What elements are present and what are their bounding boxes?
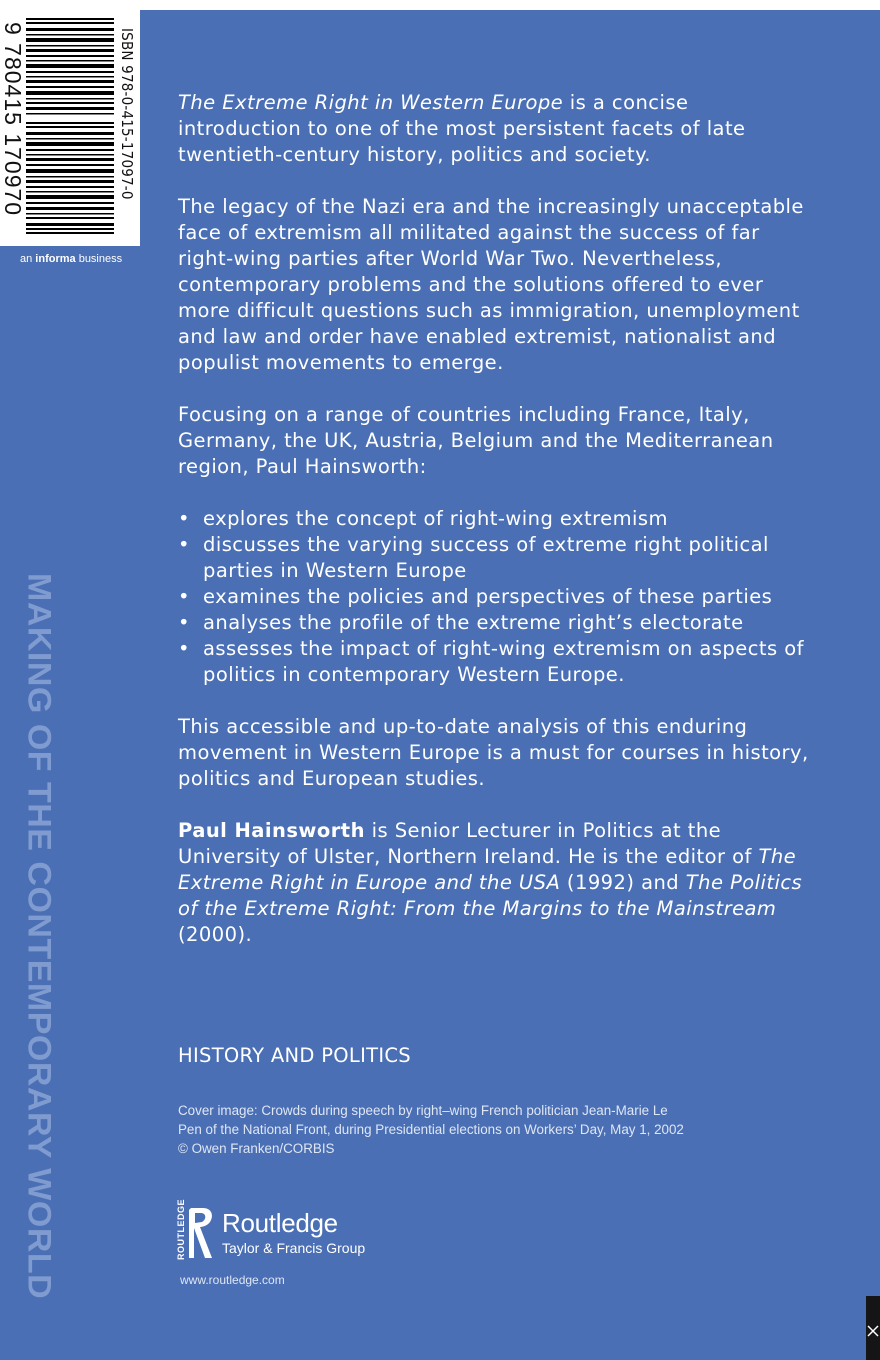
bullet-icon: • (178, 585, 190, 608)
intro-paragraph (178, 90, 818, 168)
accessible-paragraph: This accessible and up-to-date analysis of this enduring movement in Western Europe is a must for courses in history, politics and European studies. (178, 715, 809, 790)
cover-credit-line: Cover image: Crowds during speech by right–wing French politician Jean-Marie Le (178, 1103, 668, 1118)
isbn-digits: 9 780415 170970 (0, 22, 26, 217)
list-item (178, 532, 818, 584)
list-item-text: analyses the profile of the extreme right’s electorate (203, 611, 744, 634)
informa-brand: informa (35, 253, 76, 265)
bullet-icon: • (178, 637, 190, 660)
list-item-text: discusses the varying success of extreme right political parties in Western Europe (203, 533, 769, 582)
cover-credit-line: © Owen Franken/CORBIS (178, 1141, 335, 1156)
informa-suffix: business (75, 253, 123, 265)
list-item (178, 610, 818, 636)
bullet-icon: • (178, 611, 190, 634)
list-item-text: assesses the impact of right-wing extremism on aspects of politics in contemporary Western Europe. (203, 637, 804, 686)
author-bio (178, 818, 818, 948)
list-item-text: explores the concept of right-wing extremism (203, 507, 668, 530)
author-bio-text: (1992) and (560, 871, 686, 894)
routledge-mark-icon (188, 1206, 216, 1260)
logo-subtitle: Taylor & Francis Group (222, 1240, 366, 1256)
logo-name: Routledge (222, 1208, 338, 1238)
intro-text: is a concise introduction to one of the most persistent facets of late twentieth-century history, politics and society. (178, 91, 746, 166)
book-title: The Extreme Right in Europe and the USA (178, 845, 797, 894)
barcode-box (0, 0, 140, 246)
bullet-icon: • (178, 507, 190, 530)
focus-paragraph: Focusing on a range of countries including France, Italy, Germany, the UK, Austria, Belgium and the Mediterranean region, Paul Hainsworth: (178, 403, 774, 478)
subject-category: HISTORY AND POLITICS (178, 1044, 411, 1067)
publisher-logo (176, 1198, 376, 1262)
list-item-text: examines the policies and perspectives of these parties (203, 585, 773, 608)
cover-credit (178, 1101, 798, 1158)
informa-prefix: an (20, 253, 36, 265)
barcode-icon (26, 18, 114, 234)
bullet-icon: • (178, 533, 190, 556)
isbn-label: ISBN 978-0-415-17097-0 (118, 28, 136, 200)
blurb (178, 90, 818, 974)
series-title: MAKING OF THE CONTEMPORARY WORLD (20, 573, 58, 1300)
author-bio-text: is Senior Lecturer in Politics at the University of Ulster, Northern Ireland. He is the editor of (178, 819, 759, 868)
author-bio-text: (2000). (178, 923, 253, 946)
book-title: The Extreme Right in Western Europe (178, 91, 564, 114)
author-name: Paul Hainsworth (178, 819, 365, 842)
cover-credit-line: Pen of the National Front, during Presidential elections on Workers’ Day, May 1, 2002 (178, 1122, 684, 1137)
legacy-paragraph: The legacy of the Nazi era and the increasingly unacceptable face of extremism all militated against the success of far right-wing parties after World War Two. Nevertheless, contemporary problems and the solutions offered to ever more difficult questions such as immigration, unemployment and law and order have enabled extremist, nationalist and populist movements to emerge. (178, 195, 804, 374)
informa-tagline (20, 253, 122, 265)
list-item (178, 506, 818, 532)
bullet-list (178, 506, 818, 688)
book-title: The Politics of the Extreme Right: From the Margins to the Mainstream (178, 871, 803, 920)
list-item (178, 636, 818, 688)
publisher-url: www.routledge.com (180, 1273, 285, 1287)
list-item (178, 584, 818, 610)
corner-mark-icon (866, 1296, 880, 1360)
logo-vertical-text: ROUTLEDGE (176, 1198, 186, 1260)
